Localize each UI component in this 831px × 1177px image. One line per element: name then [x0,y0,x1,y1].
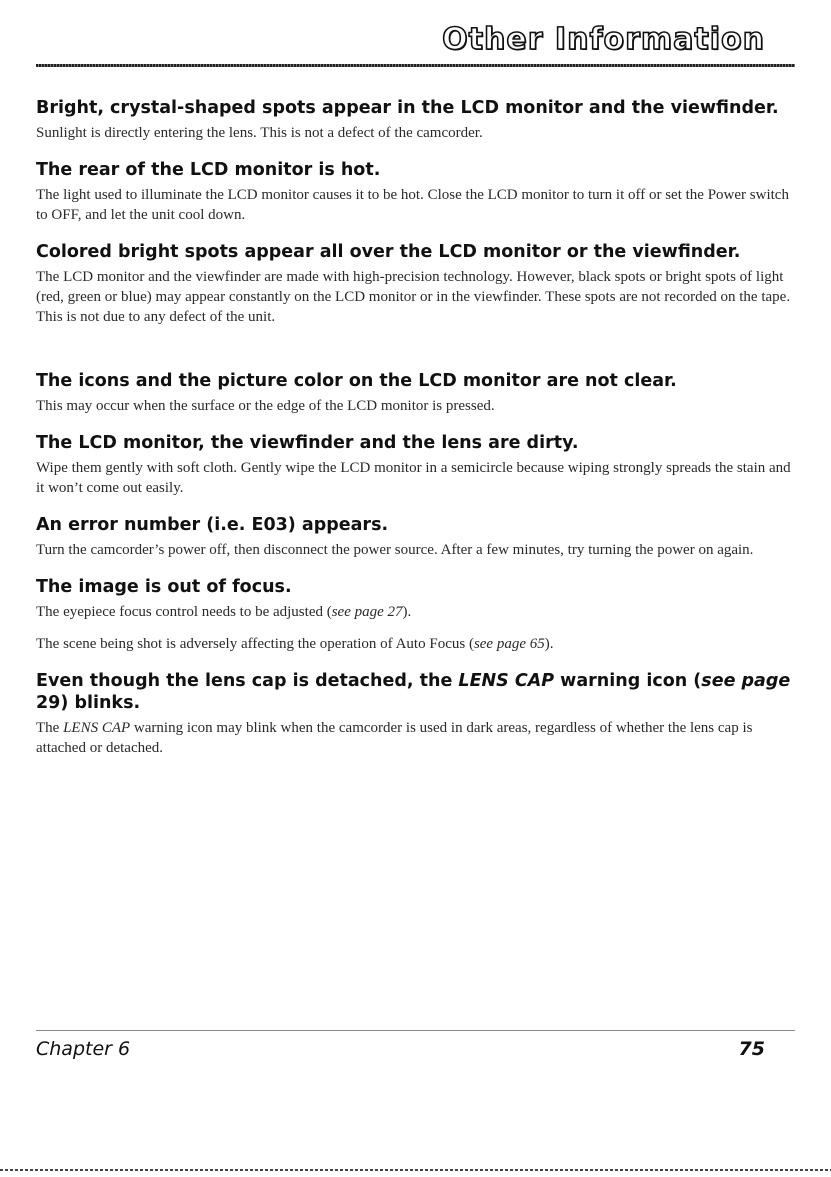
section-body: Turn the camcorder’s power off, then disconnect the power source. After a few minutes, try turning the power on again. [36,542,754,558]
section-colored-spots [36,241,796,327]
section-heading: Colored bright spots appear all over the LCD monitor or the viewfinder. [36,242,741,262]
section-heading: An error number (i.e. E03) appears. [36,515,389,535]
section-body: The scene being shot is adversely affecting the operation of Auto Focus (see page 65). [36,636,554,652]
section-lcd-hot [36,159,796,225]
section-body: The LCD monitor and the viewfinder are made with high-precision technology. However, black spots or bright spots of light (red, green or blue) may appear constantly on the LCD monitor or in the viewfinder. These spots are not recorded on the tape. This is not due to any defect of the unit. [36,269,791,325]
page-reference: see page [701,671,791,691]
section-heading: The rear of the LCD monitor is hot. [36,160,381,180]
lens-cap-term: LENS CAP [63,720,131,736]
page-reference: see page 65 [473,636,545,652]
section-heading: The image is out of focus. [36,577,292,597]
section-crystal-spots [36,97,796,143]
section-body: The light used to illuminate the LCD monitor causes it to be hot. Close the LCD monitor to turn it off or set the Power switch to OFF, and let the unit cool down. [36,187,789,223]
page-reference: see page 27 [331,604,403,620]
bottom-edge-rule [0,1169,831,1171]
section-body: This may occur when the surface or the edge of the LCD monitor is pressed. [36,398,495,414]
section-heading: Even though the lens cap is detached, the LENS CAP warning icon (see page 29) blinks. [36,671,791,713]
page-header-title: Other Information [442,22,765,57]
section-body: Wipe them gently with soft cloth. Gently wipe the LCD monitor in a semicircle because wiping strongly spreads the stain and it won’t come out easily. [36,460,791,496]
page-number: 75 [738,1038,765,1060]
section-heading: The LCD monitor, the viewfinder and the lens are dirty. [36,433,579,453]
header-rule [36,64,795,67]
footer-rule [36,1030,795,1031]
section-body: The LENS CAP warning icon may blink when the camcorder is used in dark areas, regardless of whether the lens cap is attached or detached. [36,720,753,756]
section-lens-cap [36,670,796,758]
section-icons-not-clear [36,370,796,416]
section-heading: Bright, crystal-shaped spots appear in the LCD monitor and the viewfinder. [36,98,779,118]
section-body: The eyepiece focus control needs to be adjusted (see page 27). [36,604,412,620]
section-out-of-focus [36,576,796,654]
lens-cap-term: LENS CAP [458,671,555,691]
section-body: Sunlight is directly entering the lens. This is not a defect of the camcorder. [36,125,483,141]
chapter-label: Chapter 6 [36,1038,131,1060]
section-error-number [36,514,796,560]
section-dirty [36,432,796,498]
troubleshooting-list [36,97,796,758]
section-heading: The icons and the picture color on the LCD monitor are not clear. [36,371,677,391]
